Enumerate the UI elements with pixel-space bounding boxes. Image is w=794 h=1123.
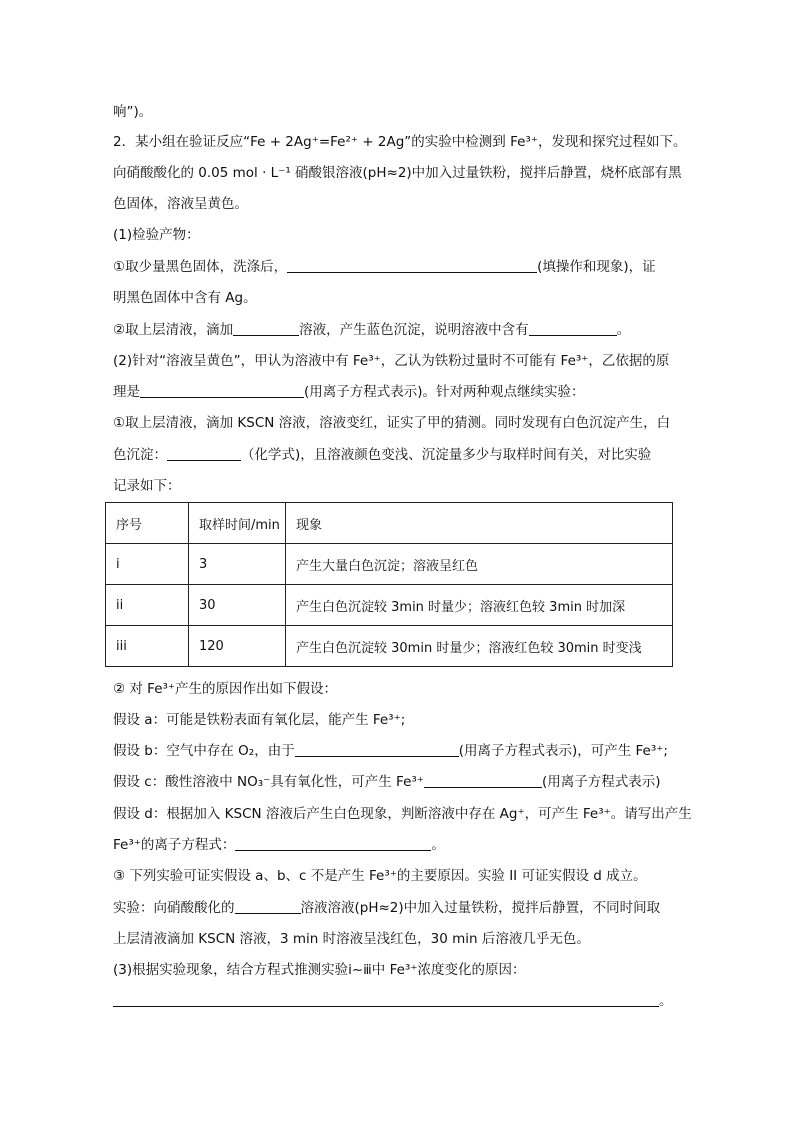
- table-cell: 产生白色沉淀较 3min 时量少；溶液红色较 3min 时加深: [286, 585, 673, 626]
- text-line: ①取上层清液，滴加 KSCN 溶液，溶液变红，证实了甲的猜测。同时发现有白色沉淀产生，白: [113, 415, 671, 431]
- answer-blank[interactable]: [113, 992, 659, 1007]
- text-segment: (用离子方程式表示)，可产生 Fe³⁺;: [458, 743, 668, 759]
- answer-blank[interactable]: [235, 899, 301, 914]
- answer-blank[interactable]: [233, 321, 299, 336]
- text-line: 上层清液滴加 KSCN 溶液，3 min 时溶液呈浅红色，30 min 后溶液几乎无色。: [113, 931, 590, 947]
- text-line: 记录如下：: [113, 478, 181, 494]
- text-segment: 。: [659, 993, 673, 1009]
- table-row: [106, 585, 673, 626]
- text-line: [113, 321, 630, 339]
- table-cell: 30: [189, 585, 286, 626]
- text-line: 假设 a：可能是铁粉表面有氧化层，能产生 Fe³⁺;: [113, 712, 406, 728]
- sub-question-1: (1)检验产物：: [113, 227, 200, 243]
- text-line: 明黑色固体中含有 Ag。: [113, 290, 257, 306]
- table-cell: 120: [189, 626, 286, 667]
- table-cell: 产生大量白色沉淀；溶液呈红色: [286, 544, 673, 585]
- text-segment: 。: [616, 322, 631, 338]
- text-segment: (填操作和现象)，证: [537, 259, 656, 275]
- text-line: 假设 d：根据加入 KSCN 溶液后产生白色现象，判断溶液中存在 Ag⁺，可产生 Fe³⁺。请写出产生: [113, 806, 692, 822]
- text-segment: Fe³⁺的离子方程式：: [113, 837, 236, 853]
- text-segment: 假设 b：空气中存在 O₂，由于: [113, 743, 295, 759]
- record-table: [105, 502, 673, 667]
- text-segment: 溶液，产生蓝色沉淀，说明溶液中含有: [299, 322, 529, 338]
- text-segment: 色沉淀：: [113, 447, 167, 463]
- text-line: [113, 992, 673, 1010]
- text-segment: （化学式)，且溶液颜色变浅、沉淀量多少与取样时间有关，对比实验: [241, 447, 652, 463]
- text-line: ② 对 Fe³⁺产生的原因作出如下假设：: [113, 681, 338, 697]
- table-row: [106, 544, 673, 585]
- answer-blank[interactable]: [287, 258, 537, 273]
- table-cell: 3: [189, 544, 286, 585]
- table-cell: iii: [106, 626, 189, 667]
- text-line: [113, 742, 668, 760]
- text-line: [113, 258, 656, 276]
- text-segment: 实验：向硝酸酸化的: [113, 900, 235, 916]
- answer-blank[interactable]: [235, 836, 431, 851]
- text-line: ③ 下列实验可证实假设 a、b、c 不是产生 Fe³⁺的主要原因。实验 II 可证实假设 d 成立。: [113, 868, 647, 884]
- table-cell: 产生白色沉淀较 30min 时量少；溶液红色较 30min 时变浅: [286, 626, 673, 667]
- text-line: [113, 446, 651, 464]
- table-header-row: [106, 503, 673, 544]
- text-segment: 溶液溶液(pH≈2)中加入过量铁粉，搅拌后静置，不同时间取: [300, 900, 661, 916]
- sub-question-2: (2)针对“溶液呈黄色”，甲认为溶液中有 Fe³⁺，乙认为铁粉过量时不可能有 Fe³⁺，乙依据的原: [113, 353, 670, 369]
- answer-blank[interactable]: [167, 446, 241, 461]
- table-header-cell: 现象: [286, 503, 673, 544]
- answer-blank[interactable]: [140, 383, 304, 398]
- text-segment: 假设 c：酸性溶液中 NO₃⁻具有氧化性，可产生 Fe³⁺: [113, 774, 424, 790]
- text-segment: 理是: [113, 384, 140, 400]
- table-header-cell: 序号: [106, 503, 189, 544]
- answer-blank[interactable]: [529, 321, 617, 336]
- question-stem: 2．某小组在验证反应“Fe + 2Ag⁺=Fe²⁺ + 2Ag”的实验中检测到 Fe³⁺，发现和探究过程如下。: [113, 134, 687, 150]
- sub-question-3: (3)根据实验现象，结合方程式推测实验ⅰ~ⅲ中 Fe³⁺浓度变化的原因：: [113, 962, 526, 978]
- text-line: [113, 383, 585, 401]
- table-cell: i: [106, 544, 189, 585]
- table-header-cell: 取样时间/min: [189, 503, 286, 544]
- text-line: [113, 899, 660, 917]
- text-segment: ①取少量黑色固体，洗涤后，: [113, 259, 288, 275]
- text-line: 响”)。: [113, 104, 153, 120]
- text-segment: 。: [431, 837, 445, 853]
- text-segment: (用离子方程式表示): [541, 774, 661, 790]
- table-row: [106, 626, 673, 667]
- text-segment: ②取上层清液，滴加: [113, 322, 234, 338]
- text-line: 色固体，溶液呈黄色。: [113, 196, 248, 212]
- text-segment: (用离子方程式表示)。针对两种观点继续实验：: [304, 384, 585, 400]
- text-line: 向硝酸酸化的 0.05 mol · L⁻¹ 硝酸银溶液(pH≈2)中加入过量铁粉，搅拌后静置，烧杯底部有黑: [113, 165, 682, 181]
- answer-blank[interactable]: [424, 773, 542, 788]
- answer-blank[interactable]: [295, 742, 459, 757]
- text-line: [113, 836, 445, 854]
- text-line: [113, 773, 660, 791]
- table-cell: ii: [106, 585, 189, 626]
